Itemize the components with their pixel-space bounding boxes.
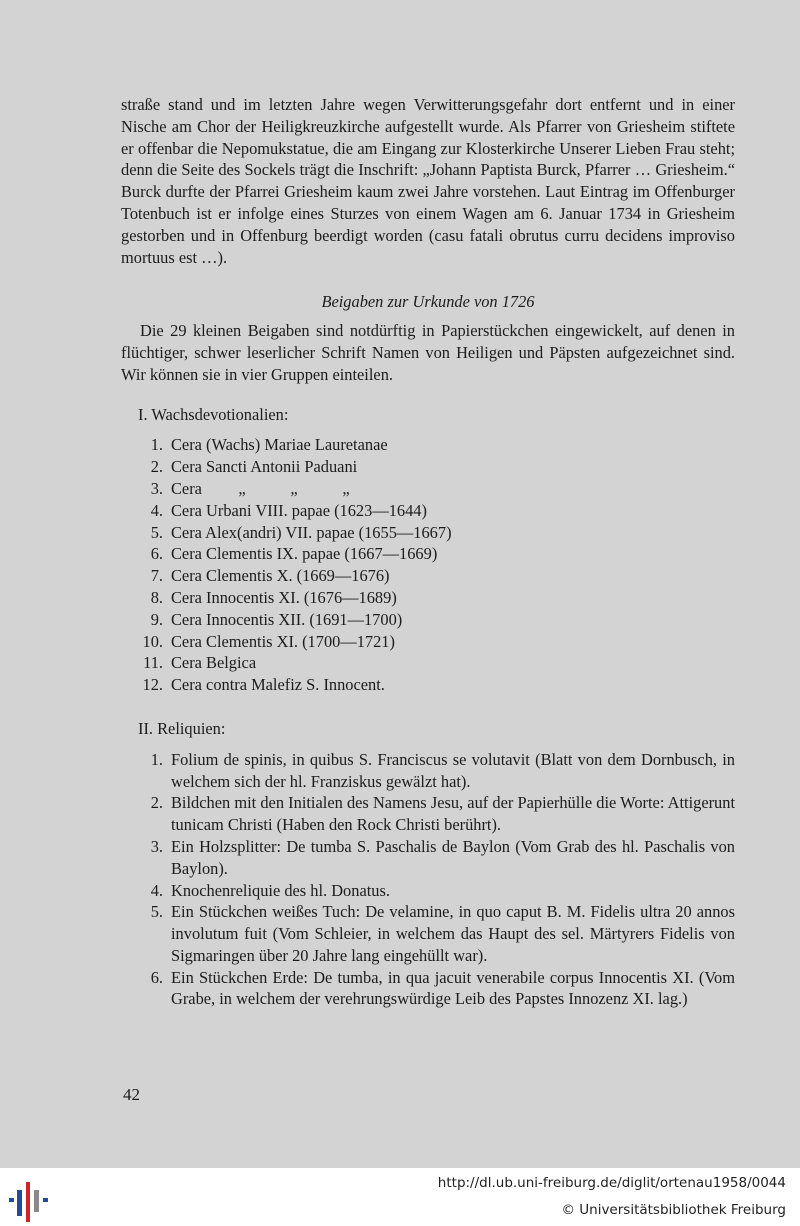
page-number: 42 [123,1085,140,1104]
list-item: 5. Cera Alex(andri) VII. papae (1655—1667) [150,522,452,542]
list-item: 7. Cera Clementis X. (1669—1676) [150,566,390,586]
list-item: 4. Knochenreliquie des hl. Donatus. [150,880,390,900]
list-item: 1. Folium de spinis, in quibus S. Franciscus se volutavit (Blatt von dem Dornbusch, in welchem sich der hl. Franziskus gewälzt hat). [150,749,735,791]
list-item: 9. Cera Innocentis XII. (1691—1700) [150,609,403,629]
list-item: 3. Ein Holzsplitter: De tumba S. Paschalis de Baylon (Vom Grab des hl. Paschalis von Baylon). [150,836,735,878]
group2-title: II. Reliquien: [138,718,226,738]
list-item: 10. Cera Clementis XI. (1700—1721) [142,631,395,651]
list-item: 5. Ein Stückchen weißes Tuch: De velamine, in quo caput B. M. Fidelis ultra 20 annos involutum fuit (Vom Schleier, in welchem das Haupt des sel. Märtyrers Fidelis von Sigmaringen über 20 Jahre lang eingehüllt war). [150,902,735,965]
list-item: 8. Cera Innocentis XI. (1676—1689) [150,587,397,607]
ditto-mark: „ [290,478,298,498]
list-item: 2. Bildchen mit den Initialen des Namens Jesu, auf der Papierhülle die Worte: Attigerunt tunicam Christi (Haben den Rock Christi berührt). [150,793,735,835]
list-item: 1. Cera (Wachs) Mariae Lauretanae [150,435,388,455]
list-item: 11. Cera Belgica [143,653,257,673]
list-item: 6. Ein Stückchen Erde: De tumba, in qua jacuit venerabile corpus Innocentis XI. (Vom Grabe, in welchem der verehrungswürdige Leib des Papstes Innozenz XI. lag.) [150,967,735,1009]
section-heading: Beigaben zur Urkunde von 1726 [321,292,535,312]
list-item: 3. Cera „ „ „ [121,478,735,500]
list-item: 4. Cera Urbani VIII. papae (1623—1644) [150,500,427,520]
viewer-footer [0,1168,800,1226]
page-text [121,94,735,1010]
group1-title: I. Wachsdevotionalien: [138,404,289,424]
list-item: 12. Cera contra Malefiz S. Innocent. [142,675,385,695]
ditto-mark: „ [238,478,246,498]
section-intro: Die 29 kleinen Beigaben sind notdürftig in Papierstückchen eingewickelt, auf denen in flüchtiger, schwer leserlicher Schrift Namen von Heiligen und Päpsten aufgezeichnet sind. Wir können sie in vier Gruppen einteilen. [121,321,735,384]
group1-list [121,434,735,696]
list-item: 6. Cera Clementis IX. papae (1667—1669) [150,544,438,564]
list-item: 2. Cera Sancti Antonii Paduani [150,457,358,477]
ub-freiburg-logo-icon[interactable] [9,1182,51,1222]
intro-paragraph: straße stand und im letzten Jahre wegen Verwitterungsgefahr dort entfernt und in einer Nische am Chor der Heiligkreuzkirche aufgestellt wurde. Als Pfarrer von Griesheim stiftete er offenbar die Nepomukstatue, die am Eingang zur Klosterkirche Unserer Lieben Frau steht; denn die Seite des Sockels trägt die Inschrift: „Johann Paptista Burck, Pfarrer … Griesheim.“ Burck durfte der Pfarrei Griesheim kaum zwei Jahre vorstehen. Laut Eintrag im Offenburger Totenbuch ist er infolge eines Sturzes von einem Wagen am 6. Januar 1734 in Griesheim gestorben und in Offenburg beerdigt worden (casu fatali obrutus curru decidens improviso mortuus est …). [121,95,735,267]
source-url-link[interactable]: http://dl.ub.uni-freiburg.de/diglit/ortenau1958/0044 [437,1175,786,1191]
ditto-mark: „ [342,478,350,498]
group2-list [121,749,735,1011]
copyright-notice: © Universitätsbibliothek Freiburg [561,1202,786,1218]
